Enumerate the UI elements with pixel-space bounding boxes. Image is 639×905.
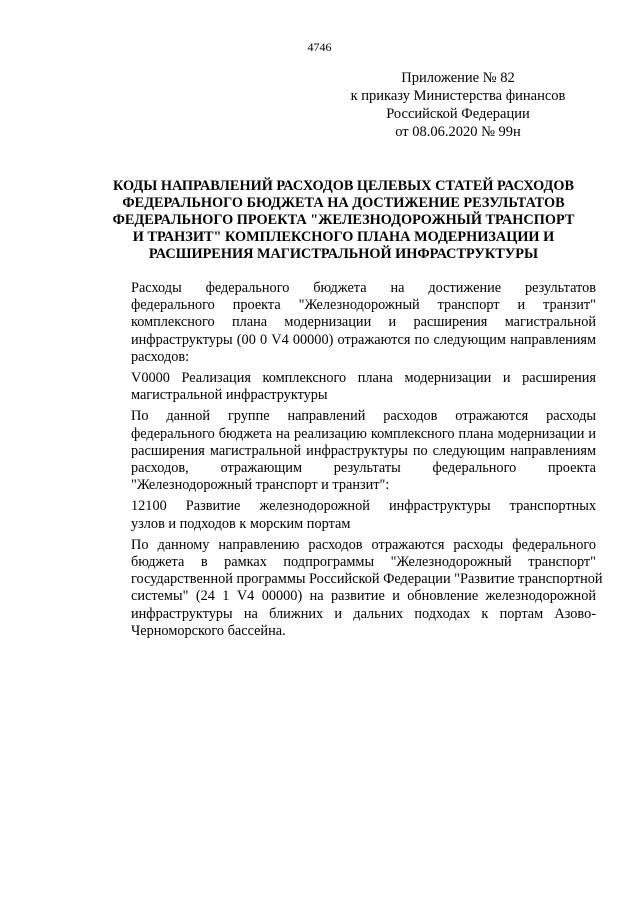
text-line: V0000 Реализация комплексного плана модернизации и расширения	[131, 370, 596, 387]
text-line: федерального проекта "Железнодорожный транспорт и транзит"	[131, 297, 596, 314]
text-line: федерального бюджета на реализацию комплексного плана модернизации и	[131, 425, 596, 442]
text-line: "Железнодорожный транспорт и транзит":	[131, 477, 390, 494]
paragraph-group-description	[92, 408, 596, 494]
text-line: Черноморского бассейна.	[131, 622, 286, 639]
appendix-line-order: к приказу Министерства финансов	[350, 88, 566, 104]
text-line: комплексного плана модернизации и расширения магистральной	[131, 314, 596, 331]
paragraph-direction-description	[92, 536, 603, 640]
text-line: 12100 Развитие железнодорожной инфраструктуры транспортных	[131, 498, 596, 515]
page-number: 4746	[307, 40, 332, 54]
text-line: Расходы федерального бюджета на достижение результатов	[131, 280, 596, 296]
title-line: КОДЫ НАПРАВЛЕНИЙ РАСХОДОВ ЦЕЛЕВЫХ СТАТЕЙ РАСХОДОВ	[112, 178, 575, 194]
appendix-line-number: Приложение № 82	[401, 70, 515, 86]
document-body	[92, 280, 603, 644]
appendix-line-date: от 08.06.2020 № 99н	[395, 124, 521, 140]
text-line: системы" (24 1 V4 00000) на развитие и обновление железнодорожной	[131, 588, 596, 605]
text-line: расходов, отражающим результаты федерального проекта	[131, 460, 596, 477]
title-line: ФЕДЕРАЛЬНОГО ПРОЕКТА "ЖЕЛЕЗНОДОРОЖНЫЙ ТРАНСПОРТ	[112, 212, 575, 228]
paragraph-code-12100	[92, 498, 596, 532]
title-line: ФЕДЕРАЛЬНОГО БЮДЖЕТА НА ДОСТИЖЕНИЕ РЕЗУЛЬТАТОВ	[122, 195, 565, 211]
text-line: государственной программы Российской Федерации "Развитие транспортной	[131, 571, 603, 588]
text-line: расходов:	[131, 348, 190, 365]
title-line: И ТРАНЗИТ" КОМПЛЕКСНОГО ПЛАНА МОДЕРНИЗАЦИИ И	[132, 229, 555, 245]
text-line: узлов и подходов к морским портам	[131, 515, 351, 532]
paragraph-intro	[92, 280, 596, 366]
text-line: бюджета в рамках подпрограммы "Железнодорожный транспорт"	[131, 554, 596, 571]
text-line: расширения магистральной инфраструктуры по следующим направлениям	[131, 442, 596, 459]
text-line: По данной группе направлений расходов отражаются расходы	[131, 408, 596, 425]
document-title	[76, 178, 611, 263]
text-line: инфраструктуры на ближних и дальних подходах к портам Азово-	[131, 605, 596, 622]
appendix-header	[340, 69, 576, 141]
text-line: инфраструктуры (00 0 V4 00000) отражаются по следующим направлениям	[131, 331, 596, 348]
text-line: магистральной инфраструктуры	[131, 387, 328, 404]
title-line: РАСШИРЕНИЯ МАГИСТРАЛЬНОЙ ИНФРАСТРУКТУРЫ	[148, 246, 539, 262]
paragraph-code-v0000	[92, 370, 596, 404]
appendix-line-country: Российской Федерации	[386, 106, 530, 122]
text-line: По данному направлению расходов отражаются расходы федерального	[131, 536, 596, 553]
